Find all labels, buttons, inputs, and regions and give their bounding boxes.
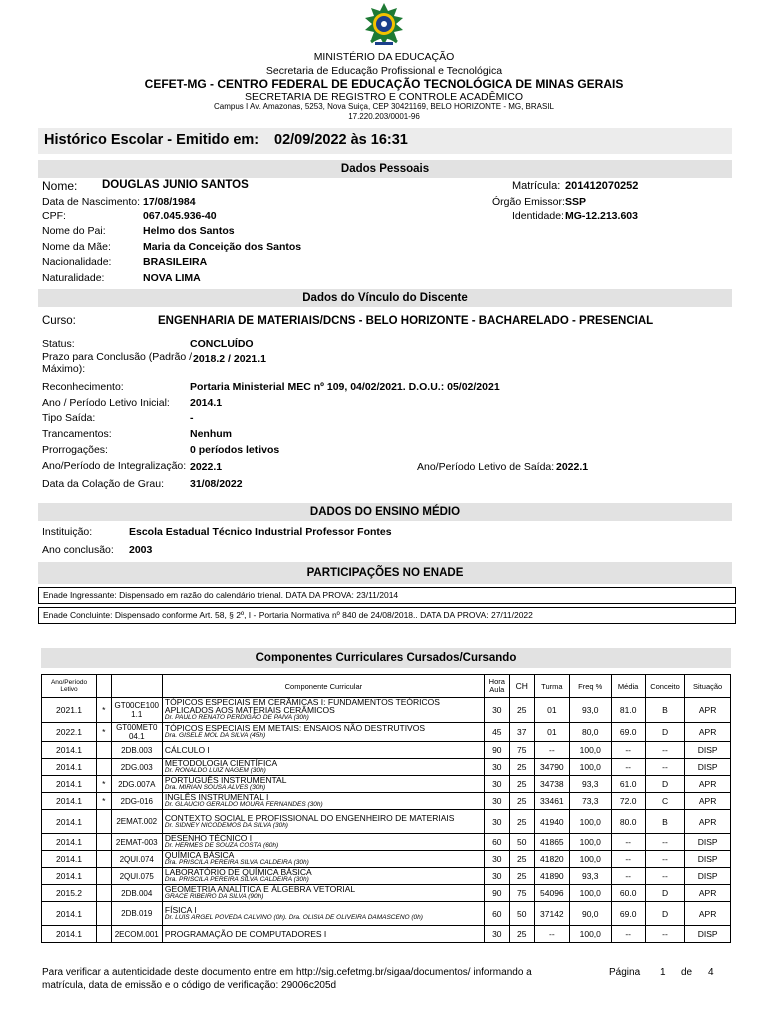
cell-situacao: APR [685, 793, 731, 810]
component-name: PROGRAMAÇÃO DE COMPUTADORES I [164, 929, 327, 939]
name-label: Nome: [42, 179, 78, 193]
trancamentos-value: Nenhum [190, 428, 232, 440]
cell-componente [162, 759, 484, 776]
cell-mark [97, 885, 112, 902]
header-periodo: Ano/Período Letivo [42, 675, 97, 698]
header-conceito: Conceito [645, 675, 684, 698]
table-row [42, 868, 731, 885]
cell-hora: 90 [484, 742, 509, 759]
cell-ch: 50 [509, 902, 534, 926]
cell-turma: 33461 [534, 793, 569, 810]
cpf-value: 067.045.936-40 [143, 210, 217, 222]
cell-turma: 01 [534, 723, 569, 742]
cell-turma: 41820 [534, 851, 569, 868]
birthplace-label: Naturalidade: [42, 272, 105, 284]
cell-hora: 60 [484, 902, 509, 926]
cell-freq: 100,0 [569, 926, 611, 943]
component-name: METODOLOGIA CIENTÍFICA [164, 758, 278, 768]
table-row [42, 885, 731, 902]
header-situacao: Situação [685, 675, 731, 698]
cell-hora: 45 [484, 723, 509, 742]
cell-freq: 100,0 [569, 834, 611, 851]
table-row [42, 723, 731, 742]
saida-label: Ano/Período Letivo de Saída: [417, 461, 555, 473]
verify-text-line1: Para verificar a autenticidade deste documento entre em http://sig.cefetmg.br/sigaa/documentos/ informando a [42, 967, 532, 978]
cell-codigo: 2DB.003 [111, 742, 162, 759]
cell-freq: 90,0 [569, 902, 611, 926]
conclusao-value: 2003 [129, 544, 153, 556]
cell-situacao: APR [685, 776, 731, 793]
cell-situacao: DISP [685, 926, 731, 943]
cell-turma: 41865 [534, 834, 569, 851]
institution-address: Campus I Av. Amazonas, 5253, Nova Suiça, CEP 30421169, BELO HORIZONTE - MG, BRASIL [213, 102, 554, 111]
cell-freq: 100,0 [569, 851, 611, 868]
component-professor: Dra. MIRIAN SOUSA ALVES (30h) [164, 784, 266, 791]
ministry-name: MINISTÉRIO DA EDUCAÇÃO [313, 51, 455, 63]
cell-hora: 30 [484, 698, 509, 723]
cell-hora: 60 [484, 834, 509, 851]
component-name: LABORATÓRIO DE QUÍMICA BÁSICA [164, 867, 312, 877]
cell-mark [97, 902, 112, 926]
cell-mark: * [97, 723, 112, 742]
cell-turma: -- [534, 742, 569, 759]
cell-mark: * [97, 793, 112, 810]
cell-conceito: C [645, 793, 684, 810]
curso-label: Curso: [42, 315, 76, 327]
cell-media: 81.0 [611, 698, 645, 723]
component-professor: Dr. HERMES DE SOUZA COSTA (60h) [164, 842, 279, 849]
component-name: CONTEXTO SOCIAL E PROFISSIONAL DO ENGENHEIRO DE MATERIAIS [164, 812, 455, 823]
reconhecimento-value: Portaria Ministerial MEC nº 109, 04/02/2021. D.O.U.: 05/02/2021 [190, 381, 500, 393]
enade-section-title: PARTICIPAÇÕES NO ENADE [38, 562, 732, 584]
cell-freq: 100,0 [569, 885, 611, 902]
cell-ch: 25 [509, 926, 534, 943]
cell-componente [162, 885, 484, 902]
tipo-saida-label: Tipo Saída: [42, 412, 96, 424]
page-of-label: de [681, 967, 693, 978]
header-ch: CH [509, 675, 534, 698]
cell-freq: 93,3 [569, 776, 611, 793]
emissor-label: Órgão Emissor: [492, 196, 565, 208]
cell-situacao: DISP [685, 851, 731, 868]
reconhecimento-label: Reconhecimento: [42, 381, 124, 393]
table-header-row [42, 675, 731, 698]
cell-mark [97, 926, 112, 943]
cell-situacao: DISP [685, 759, 731, 776]
cell-media: 80.0 [611, 810, 645, 834]
cell-componente [162, 926, 484, 943]
cell-turma: 34738 [534, 776, 569, 793]
cell-mark: * [97, 698, 112, 723]
cell-componente [162, 793, 484, 810]
nationality-value: BRASILEIRA [143, 256, 208, 268]
secretariat-name: Secretaria de Educação Profissional e Tecnológica [265, 65, 503, 77]
table-row [42, 759, 731, 776]
cell-codigo: 2DB.019 [111, 902, 162, 926]
cell-freq: 100,0 [569, 742, 611, 759]
cell-periodo: 2014.1 [42, 759, 97, 776]
cpf-label: CPF: [42, 210, 66, 222]
cell-conceito: -- [645, 868, 684, 885]
cell-periodo: 2014.1 [42, 810, 97, 834]
header-mark [97, 675, 112, 698]
cell-codigo: 2ECOM.001 [111, 926, 162, 943]
cell-mark [97, 868, 112, 885]
cell-mark: * [97, 776, 112, 793]
cell-situacao: APR [685, 698, 731, 723]
cell-periodo: 2014.1 [42, 851, 97, 868]
department-name: SECRETARIA DE REGISTRO E CONTROLE ACADÊMICO [244, 91, 524, 103]
student-name: DOUGLAS JUNIO SANTOS [102, 179, 249, 191]
component-professor: Dr. PAULO RENATO PERDIGÃO DE PAIVA (30h) [164, 714, 309, 721]
cell-mark [97, 851, 112, 868]
prorrogacoes-value: 0 períodos letivos [190, 444, 280, 456]
cell-situacao: DISP [685, 868, 731, 885]
cell-hora: 30 [484, 851, 509, 868]
cell-codigo: 2EMAT.002 [111, 810, 162, 834]
cell-conceito: D [645, 776, 684, 793]
status-label: Status: [42, 338, 75, 350]
cell-hora: 90 [484, 885, 509, 902]
colacao-value: 31/08/2022 [190, 478, 243, 490]
table-row [42, 834, 731, 851]
component-name: TÓPICOS ESPECIAIS EM CERÂMICAS I: FUNDAMENTOS TEÓRICOS APLICADOS AOS MATERIAIS CERÂMICOS [164, 697, 440, 715]
table-row [42, 926, 731, 943]
cell-ch: 75 [509, 885, 534, 902]
cell-componente [162, 868, 484, 885]
table-row [42, 698, 731, 723]
cell-ch: 25 [509, 776, 534, 793]
component-professor: GRACE RIBEIRO DA SILVA (90h) [164, 893, 264, 900]
cell-media: 60.0 [611, 885, 645, 902]
component-professor: Dra. PRISCILA PEREIRA SILVA CALDEIRA (30h) [164, 859, 309, 866]
header-componente: Componente Curricular [162, 675, 484, 698]
cell-freq: 93,3 [569, 868, 611, 885]
cell-mark [97, 742, 112, 759]
instituicao-value: Escola Estadual Técnico Industrial Professor Fontes [129, 526, 392, 538]
prorrogacoes-label: Prorrogações: [42, 444, 108, 456]
birth-label: Data de Nascimento: [42, 196, 141, 208]
cell-componente [162, 834, 484, 851]
component-name: FÍSICA I [164, 904, 197, 915]
trancamentos-label: Trancamentos: [42, 428, 112, 440]
mother-label: Nome da Mãe: [42, 241, 111, 253]
cell-conceito: -- [645, 834, 684, 851]
cell-periodo: 2014.1 [42, 834, 97, 851]
cell-hora: 30 [484, 776, 509, 793]
cell-media: -- [611, 926, 645, 943]
birthplace-value: NOVA LIMA [143, 272, 201, 284]
cell-ch: 25 [509, 698, 534, 723]
page-label: Página [609, 967, 641, 978]
cell-componente [162, 902, 484, 926]
table-row [42, 851, 731, 868]
cell-mark [97, 834, 112, 851]
institution-cnpj: 17.220.203/0001-96 [348, 112, 420, 121]
component-name: PORTUGUÊS INSTRUMENTAL [164, 775, 287, 785]
cell-codigo: GT00CE100 1.1 [111, 698, 162, 723]
cell-periodo: 2014.1 [42, 776, 97, 793]
matricula-value: 201412070252 [565, 180, 639, 192]
personal-section-title: Dados Pessoais [38, 160, 732, 178]
component-name: TÓPICOS ESPECIAIS EM METAIS: ENSAIOS NÃO DESTRUTIVOS [164, 723, 426, 733]
cell-media: 72.0 [611, 793, 645, 810]
cell-periodo: 2014.1 [42, 742, 97, 759]
cell-codigo: 2QUI.074 [111, 851, 162, 868]
cell-codigo: 2DG.003 [111, 759, 162, 776]
cell-ch: 25 [509, 851, 534, 868]
cell-conceito: -- [645, 742, 684, 759]
component-name: QUÍMICA BÁSICA [164, 850, 235, 860]
cell-codigo: 2DG-016 [111, 793, 162, 810]
prazo-label-line1: Prazo para Conclusão (Padrão / [42, 351, 192, 363]
cell-componente [162, 742, 484, 759]
cell-periodo: 2022.1 [42, 723, 97, 742]
cell-freq: 100,0 [569, 810, 611, 834]
cell-media: 69.0 [611, 723, 645, 742]
cell-ch: 25 [509, 810, 534, 834]
cell-codigo: 2QUI.075 [111, 868, 162, 885]
cell-hora: 30 [484, 810, 509, 834]
cell-periodo: 2021.1 [42, 698, 97, 723]
document-title: Histórico Escolar - Emitido em: [44, 132, 260, 148]
verify-text-line2: matrícula, data de emissão e o código de verificação: 29006c205d [42, 980, 337, 991]
component-name: INGLÊS INSTRUMENTAL I [164, 792, 269, 802]
header-freq: Freq % [569, 675, 611, 698]
cell-componente [162, 810, 484, 834]
vinculo-section-title: Dados do Vínculo do Discente [38, 289, 732, 307]
cell-periodo: 2015.2 [42, 885, 97, 902]
matricula-label: Matrícula: [512, 180, 561, 192]
tipo-saida-value: - [190, 412, 194, 424]
cell-turma: 54096 [534, 885, 569, 902]
enade-ingressante: Enade Ingressante: Dispensado em razão do calendário trienal. DATA DA PROVA: 23/11/2014 [38, 587, 736, 604]
cell-media: -- [611, 868, 645, 885]
cell-freq: 93,0 [569, 698, 611, 723]
cell-codigo: 2DB.004 [111, 885, 162, 902]
cell-codigo: 2EMAT-003 [111, 834, 162, 851]
cell-conceito: D [645, 885, 684, 902]
conclusao-label: Ano conclusão: [42, 544, 114, 556]
cell-media: -- [611, 759, 645, 776]
prazo-label-line2: Máximo): [42, 363, 86, 375]
component-professor: Dr. RONALDO LUIZ NAGEM (30h) [164, 767, 266, 774]
cell-situacao: APR [685, 723, 731, 742]
page-number: 1 [660, 967, 666, 978]
cell-periodo: 2014.1 [42, 926, 97, 943]
cell-codigo: 2DG.007A [111, 776, 162, 793]
cell-turma: 01 [534, 698, 569, 723]
status-value: CONCLUÍDO [190, 338, 254, 350]
component-professor: Dr. SIDNEY NICODEMOS DA SILVA (30h) [164, 821, 288, 829]
document-title-bar [38, 128, 732, 154]
component-professor: Dr. LUIS ARGEL POVEDA CALVINO (0h). Dra. OLISIA DE OLIVEIRA DAMASCENO (0h) [164, 913, 423, 921]
cell-conceito: -- [645, 759, 684, 776]
cell-conceito: D [645, 723, 684, 742]
ensino-medio-section-title: DADOS DO ENSINO MÉDIO [38, 503, 732, 521]
cell-turma: -- [534, 926, 569, 943]
cell-ch: 50 [509, 834, 534, 851]
cell-hora: 30 [484, 868, 509, 885]
cell-periodo: 2014.1 [42, 793, 97, 810]
cell-conceito: B [645, 810, 684, 834]
emissor-value: SSP [565, 196, 587, 208]
cell-componente [162, 776, 484, 793]
componentes-table-body [42, 698, 731, 943]
prazo-value: 2018.2 / 2021.1 [193, 353, 266, 365]
cell-conceito: -- [645, 851, 684, 868]
cell-situacao: APR [685, 810, 731, 834]
integralizacao-label: Ano/Período de Integralização: [42, 460, 187, 472]
cell-codigo: GT00MET0 04.1 [111, 723, 162, 742]
componentes-section-title: Componentes Curriculares Cursados/Cursando [41, 648, 731, 668]
emission-date: 02/09/2022 às 16:31 [274, 132, 408, 148]
enade-concluinte: Enade Concluinte: Dispensado conforme Art. 58, § 2º, I - Portaria Normativa nº 840 de 24/08/2018.. DATA DA PROVA: 27/11/2022 [38, 607, 736, 624]
ano-inicial-label: Ano / Período Letivo Inicial: [42, 397, 170, 409]
component-professor: Dr. GLAUCIO GERALDO MOURA FERNANDES (30h) [164, 801, 323, 808]
cell-turma: 41890 [534, 868, 569, 885]
cell-componente [162, 851, 484, 868]
cell-turma: 37142 [534, 902, 569, 926]
cell-componente [162, 698, 484, 723]
table-row [42, 902, 731, 926]
father-value: Helmo dos Santos [143, 225, 235, 237]
identidade-value: MG-12.213.603 [565, 210, 638, 222]
mother-value: Maria da Conceição dos Santos [143, 241, 302, 253]
father-label: Nome do Pai: [42, 225, 106, 237]
saida-value: 2022.1 [556, 461, 589, 473]
cell-media: -- [611, 834, 645, 851]
cell-media: -- [611, 742, 645, 759]
header-media: Média [611, 675, 645, 698]
cell-mark [97, 759, 112, 776]
cell-turma: 34790 [534, 759, 569, 776]
cell-situacao: DISP [685, 742, 731, 759]
cell-media: 61.0 [611, 776, 645, 793]
integralizacao-value: 2022.1 [190, 461, 223, 473]
cell-turma: 41940 [534, 810, 569, 834]
header-codigo [111, 675, 162, 698]
cell-ch: 25 [509, 759, 534, 776]
component-name: GEOMETRIA ANALÍTICA E ÁLGEBRA VETORIAL [164, 884, 356, 894]
instituicao-label: Instituição: [42, 526, 93, 538]
componentes-table [41, 674, 731, 943]
component-professor: Dra. GISELE MOL DA SILVA (45h) [164, 732, 266, 739]
table-row [42, 810, 731, 834]
cell-ch: 75 [509, 742, 534, 759]
cell-ch: 37 [509, 723, 534, 742]
cell-media: -- [611, 851, 645, 868]
institution-name: CEFET-MG - CENTRO FEDERAL DE EDUCAÇÃO TECNOLÓGICA DE MINAS GERAIS [144, 77, 624, 91]
birth-value: 17/08/1984 [143, 196, 196, 208]
cell-conceito: B [645, 698, 684, 723]
cell-hora: 30 [484, 759, 509, 776]
cell-periodo: 2014.1 [42, 868, 97, 885]
table-row [42, 742, 731, 759]
page-total: 4 [708, 967, 714, 978]
cell-ch: 25 [509, 868, 534, 885]
cell-situacao: APR [685, 885, 731, 902]
component-professor: Dra. PRISCILA PEREIRA SILVA CALDEIRA (30h) [164, 876, 309, 883]
cell-freq: 80,0 [569, 723, 611, 742]
cell-freq: 73,3 [569, 793, 611, 810]
cell-media: 69.0 [611, 902, 645, 926]
table-row [42, 776, 731, 793]
component-name: DESENHO TÉCNICO I [164, 833, 253, 843]
cell-freq: 100,0 [569, 759, 611, 776]
curso-value: ENGENHARIA DE MATERIAIS/DCNS - BELO HORIZONTE - BACHARELADO - PRESENCIAL [158, 315, 654, 327]
cell-mark [97, 810, 112, 834]
header-turma: Turma [534, 675, 569, 698]
cell-hora: 30 [484, 926, 509, 943]
table-row [42, 793, 731, 810]
cell-conceito: -- [645, 926, 684, 943]
colacao-label: Data da Colação de Grau: [42, 478, 164, 490]
nationality-label: Nacionalidade: [42, 256, 112, 268]
header-hora-aula: Hora Aula [484, 675, 509, 698]
cell-hora: 30 [484, 793, 509, 810]
ano-inicial-value: 2014.1 [190, 397, 223, 409]
cell-ch: 25 [509, 793, 534, 810]
cell-conceito: D [645, 902, 684, 926]
component-name: CÁLCULO I [164, 745, 210, 755]
cell-situacao: APR [685, 902, 731, 926]
brazil-coat-of-arms-icon [361, 2, 407, 48]
cell-situacao: DISP [685, 834, 731, 851]
cell-componente [162, 723, 484, 742]
identidade-label: Identidade: [512, 210, 564, 222]
cell-periodo: 2014.1 [42, 902, 97, 926]
